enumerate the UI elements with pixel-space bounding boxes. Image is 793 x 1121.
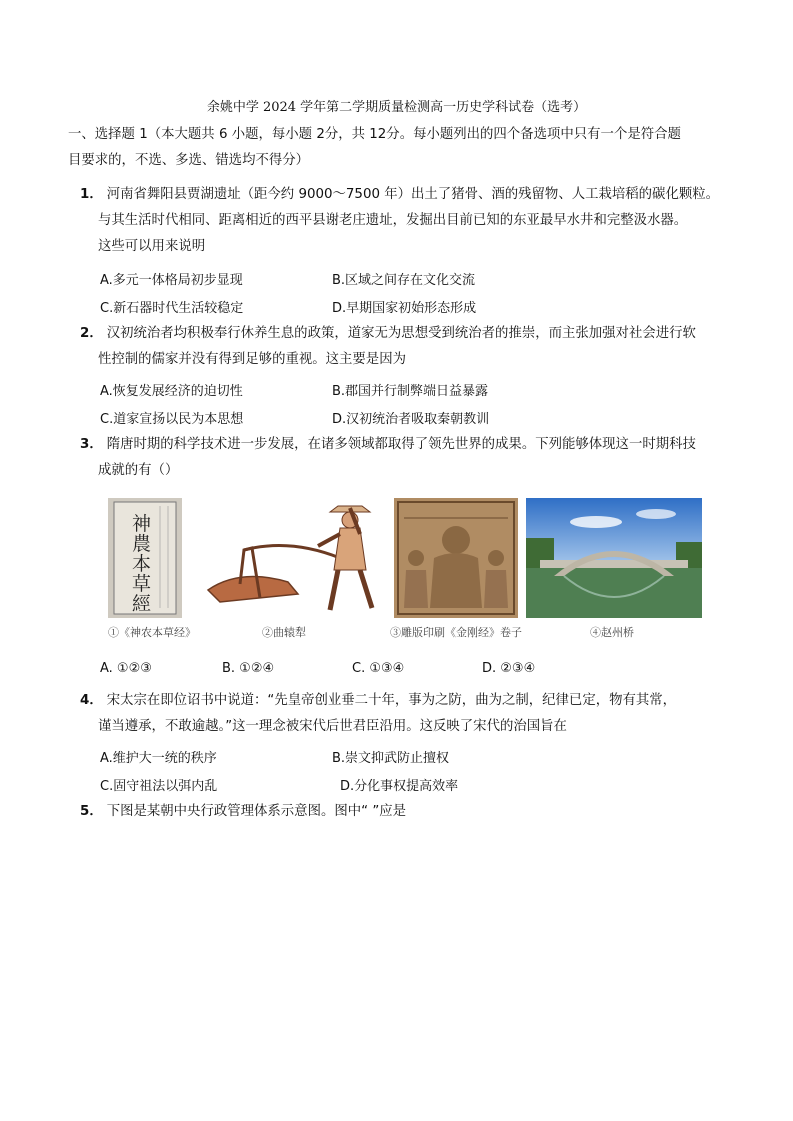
section-line-1: 一、选择题 1（本大题共 6 小题，每小题 2分，共 12分。每小题列出的四个备选项中只有一个是符合题 xyxy=(68,127,681,142)
question-text-line: 性控制的儒家并没有得到足够的重视。这主要是因为 xyxy=(98,352,406,367)
option-3a[interactable]: A. ①②③ xyxy=(100,661,152,676)
option-2a[interactable]: A.恢复发展经济的迫切性 xyxy=(100,384,243,399)
question-2 xyxy=(80,321,720,373)
question-text-line: 河南省舞阳县贾湖遗址（距今约 9000～7500 年）出土了猪骨、酒的残留物、人工栽培稻的碳化颗粒。 xyxy=(106,187,720,202)
question-number: 2． xyxy=(80,326,103,341)
option-4c[interactable]: C.固守祖法以弭内乱 xyxy=(100,779,218,794)
exam-title: 余姚中学 2024 学年第二学期质量检测高一历史学科试卷（选考） xyxy=(206,100,587,115)
option-1b[interactable]: B.区域之间存在文化交流 xyxy=(332,273,476,288)
option-2c[interactable]: C.道家宣扬以民为本思想 xyxy=(100,412,244,427)
question-text-line: 谨当遵承，不敢逾越。”这一理念被宋代后世君臣沿用。这反映了宋代的治国旨在 xyxy=(98,719,567,734)
question-number: 3． xyxy=(80,437,103,452)
book-title-text: 神農本草經 xyxy=(132,513,152,615)
caption-diamond-sutra: ③雕版印刷《金刚经》卷子 xyxy=(390,626,522,639)
option-4b[interactable]: B.崇文抑武防止擅权 xyxy=(332,751,450,766)
option-3b[interactable]: B. ①②④ xyxy=(222,661,275,676)
caption-shennong: ①《神农本草经》 xyxy=(108,626,196,639)
question-text-line: 隋唐时期的科学技术进一步发展，在诸多领域都取得了领先世界的成果。下列能够体现这一时期科技 xyxy=(106,437,696,452)
question-text-line: 成就的有（） xyxy=(98,463,179,478)
shennong-bencao-book-image xyxy=(108,498,182,618)
curved-shaft-plow-image xyxy=(200,498,380,618)
question-text-line: 与其生活时代相同、距离相近的西平县谢老庄遗址，发掘出目前已知的东亚最早水井和完整汲水器。 xyxy=(98,213,688,228)
option-4d[interactable]: D.分化事权提高效率 xyxy=(340,779,459,794)
question-text-line: 这些可以用来说明 xyxy=(98,239,206,254)
option-2b[interactable]: B.郡国并行制弊端日益暴露 xyxy=(332,384,489,399)
caption-bridge: ④赵州桥 xyxy=(590,626,634,639)
zhaozhou-bridge-image xyxy=(526,498,702,618)
question-5 xyxy=(80,799,720,825)
question-text-line: 汉初统治者均积极奉行休养生息的政策，道家无为思想受到统治者的推崇，而主张加强对社会进行软 xyxy=(106,326,696,341)
question-1 xyxy=(80,182,720,260)
question-number: 1． xyxy=(80,187,103,202)
section-line-2: 目要求的，不选、多选、错选均不得分） xyxy=(68,153,310,168)
question-text-line: 宋太宗在即位诏书中说道：“先皇帝创业垂二十年，事为之防，曲为之制，纪律已定，物有其常， xyxy=(106,693,677,708)
option-3d[interactable]: D. ②③④ xyxy=(482,661,536,676)
option-1a[interactable]: A.多元一体格局初步显现 xyxy=(100,273,243,288)
diamond-sutra-print-image xyxy=(394,498,518,618)
option-2d[interactable]: D.汉初统治者吸取秦朝教训 xyxy=(332,412,490,427)
option-3c[interactable]: C. ①③④ xyxy=(352,661,405,676)
caption-plow: ②曲辕犁 xyxy=(262,626,306,639)
section-instructions xyxy=(68,122,728,174)
option-1d[interactable]: D.早期国家初始形态形成 xyxy=(332,301,477,316)
option-1c[interactable]: C.新石器时代生活较稳定 xyxy=(100,301,244,316)
option-4a[interactable]: A.维护大一统的秩序 xyxy=(100,751,217,766)
question-number: 4． xyxy=(80,693,103,708)
question-text-line: 下图是某朝中央行政管理体系示意图。图中“ ”应是 xyxy=(106,804,407,819)
question-3 xyxy=(80,432,720,484)
question-number: 5． xyxy=(80,804,103,819)
question-4 xyxy=(80,688,720,740)
